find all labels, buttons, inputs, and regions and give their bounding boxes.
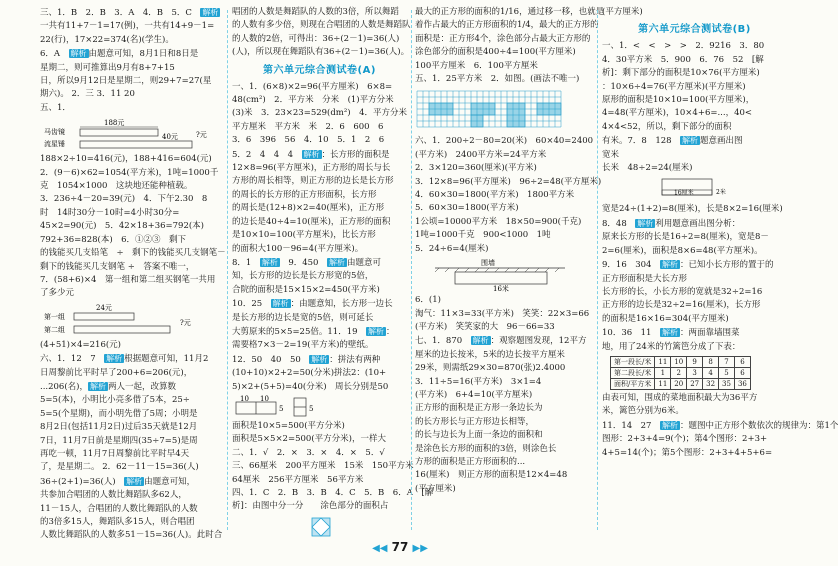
- text-line: (人)，所以现在舞蹈队有36÷(2－1)=36(人)。: [232, 47, 410, 58]
- text-line: 2．(9－6)×62=1054(平方米)，1吨=1000千: [40, 167, 219, 178]
- table-cell: 6: [734, 356, 750, 367]
- fig-label: 40元: [162, 133, 178, 142]
- hint-badge: 解析: [661, 260, 678, 270]
- text-line: 是涂色长方形的面积的3倍，则涂色长: [415, 443, 557, 454]
- text-line: 正方形的边长是32÷2=16(厘米)，长方形: [602, 300, 761, 311]
- text-line: 长方形的长，小长方形的宽就是32÷2=16: [602, 286, 763, 297]
- text-line: 涂色部分的面积是400÷4=100(平方厘米): [415, 47, 576, 58]
- table-cell: 11: [655, 378, 671, 389]
- text-line: 人数比舞蹈队的人数多51－15=36(人)。此时合: [40, 530, 223, 541]
- text-line: 期六)。 2．三 3．11 20: [40, 89, 135, 100]
- text-line: 了多少元: [40, 288, 75, 299]
- text-line: 的长方形长与正方形边长相等，: [415, 416, 535, 427]
- next-arrow-icon: ▶▶: [412, 543, 428, 554]
- text-line: 64厘米 256平方厘米 56平方米: [232, 474, 364, 485]
- text-line: 平方厘米 平方米 米 2．6 600 6: [232, 121, 384, 132]
- text-line: 共参加合唱团的人数比舞蹈队多62人，: [40, 490, 187, 501]
- text-line: (平方米) 笑笑家的大 96－66=33: [415, 321, 555, 332]
- text-line: 11．14 27 解析 ：题图中正方形个数依次的规律为：第1个: [602, 420, 838, 431]
- section-heading-b: 第六单元综合测试卷(B): [638, 24, 751, 36]
- text-line: 的长与边长为上面一条边的面积和: [415, 430, 543, 441]
- figure-grid-drawings: [415, 89, 593, 132]
- text-line: 的3倍多15人，舞蹈队多15人，则合唱团: [40, 517, 195, 527]
- text-line: 米，篱笆分别为6米。: [602, 406, 684, 417]
- text-line: 3．12×8=96(平方厘米) 96÷2=48(平方厘米): [415, 176, 602, 187]
- text-line: 大剪原来的5×5=25倍。11．19 解析 ：: [232, 326, 395, 337]
- text-line: 正方形的面积是正方形一条边长为: [415, 403, 543, 414]
- text-line: 六、1．200÷2－80=20(米) 60×40=2400: [415, 136, 594, 147]
- text-line: (3)米 3．23×23=529(dm²) 4．平方分米: [232, 108, 407, 119]
- hint-badge: 解析: [272, 299, 289, 309]
- column-4: [602, 6, 838, 534]
- fig-label: 16米: [493, 285, 509, 294]
- figure-rectangles: [232, 396, 407, 418]
- text-line: 8．48 解析 利用题意画出图分析：: [602, 218, 741, 229]
- text-line: 10．25 解析 ：由题意知，长方形一边长: [232, 299, 393, 310]
- grid-shape-3: [537, 103, 561, 115]
- text-line: 的面积是16×16=304(平方厘米): [602, 313, 729, 324]
- text-line: 析]：剩下部分的面积是10×76(平方厘米): [602, 68, 760, 79]
- text-line: 宽米: [602, 149, 620, 160]
- table-cell: 第一段长/米: [611, 356, 655, 367]
- text-line: 知，长方形的边长是长方形宽的5倍，: [232, 271, 374, 282]
- text-line: 29米，则需纸29×30=870(张)2.4000: [415, 363, 566, 374]
- text-line: 着作占最大的正方形面积的1/4，最大的正方形的: [415, 20, 599, 31]
- text-line: 时 14时30分－10时=4小时30分=: [40, 207, 180, 218]
- column-1: [40, 6, 226, 541]
- text-line: 星期二，则可推算出9月有8+7+15: [40, 62, 175, 73]
- hint-badge: 解析: [472, 336, 489, 346]
- text-line: 10．36 11 解析 ：两面靠墙围菜: [602, 328, 740, 339]
- fig-label: ?元: [196, 131, 207, 140]
- text-line: 原形的面积是10×10=100(平方厘米)，: [602, 95, 755, 106]
- text-line: 1吨=1000千克 900<1000 1吨: [415, 230, 551, 241]
- figure-bar-diagram-prices: [40, 117, 222, 151]
- text-line: 5=5(个星期)，而小明先借了5周；小明是: [40, 408, 198, 419]
- text-line: 792+36=828(本) 6．①②③ 剩下: [40, 234, 187, 245]
- fig-label: 16厘米: [674, 189, 694, 197]
- text-line: 的面积大100－96=4(平方厘米)。: [232, 243, 364, 254]
- hint-badge: 解析: [70, 49, 87, 59]
- table-cell: 9: [687, 356, 703, 367]
- text-line: 1公顷=10000平方米 18×50=900(千克): [415, 216, 582, 227]
- grid-shape-1: [471, 103, 495, 115]
- text-line: 的周长是(12+8)×2=40(厘米)，正方形: [232, 203, 385, 214]
- text-line: 由表可知，围成的菜地面积最大为36平方: [602, 392, 758, 403]
- text-line: 4=48(平方厘米)，10×4+6=...，40<: [602, 108, 753, 119]
- table-cell: 6: [734, 367, 750, 378]
- section-heading-a: 第六单元综合测试卷(A): [263, 64, 376, 76]
- text-line: 12．50 40 50 解析 ：拼法有两种: [232, 354, 381, 365]
- text-line: 的钱能买几支铅笔 ÷ 剩下的钱能买几支钢笔－: [40, 248, 226, 259]
- text-line: 五、1．25平方米 2．如图。(画法不唯一): [415, 74, 580, 85]
- text-line: 的边长是40÷4=10(厘米)，正方形的面积: [232, 216, 391, 227]
- table-cell: 35: [719, 378, 735, 389]
- fence-table: [610, 356, 751, 390]
- text-line: 淘气：11×3=33(平方米) 笑笑：22×3=66: [415, 308, 590, 319]
- figure-wall-rectangle: [415, 258, 593, 292]
- text-line: 5=5(本)，小明比小亮多借了5本，25÷: [40, 395, 190, 406]
- hint-badge: 解析: [202, 8, 219, 17]
- text-line: 日周黎前比平时早了200+6=206(元)，: [40, 367, 193, 378]
- text-line: 宽是24÷(1+2)=8(厘米)，长是8×2=16(厘米): [602, 204, 783, 215]
- text-line: 正方形面积是大长方形: [602, 273, 688, 284]
- hint-badge: 解析: [311, 354, 328, 364]
- text-line: 48(cm²) 2．平方米 分米 (1)平方分米: [232, 95, 394, 106]
- text-line: 一共有11+7－1=17(例)，一共有14+9－1=: [40, 21, 215, 32]
- text-line: 地，用了24米的竹篱笆分成了下表：: [602, 341, 741, 352]
- table-cell: 第二段长/米: [611, 367, 655, 378]
- text-line: 22(行)，17×22=374(名)(学生)。: [40, 34, 174, 45]
- text-line: 析]：由图中分一分 涂色部分的面积占: [232, 501, 389, 512]
- text-line: 5．60×30=1800(平方米): [415, 203, 519, 214]
- text-line: 合院的面积是15×15×2=450(平方米): [232, 284, 380, 295]
- table-row: [611, 367, 751, 378]
- hint-badge: 解析: [368, 326, 385, 336]
- text-line: 一、1．(6×8)×2=96(平方厘米) 6×8=: [232, 81, 393, 92]
- fig-label: 2米: [716, 189, 726, 197]
- table-cell: 27: [687, 378, 703, 389]
- text-line: 面积是：正方形4个，涂色部分占最大正方形的: [415, 33, 591, 44]
- text-line: 6．A 解析 由题意可知，8月1日和8日是: [40, 49, 199, 60]
- text-line: 6．(1): [415, 295, 441, 306]
- table-cell: 11: [655, 356, 671, 367]
- fig-label: 5: [309, 404, 314, 413]
- table-row: [611, 378, 751, 389]
- text-line: 三、66厘米 200平方厘米 15米 150平方米: [232, 461, 414, 472]
- table-cell: 20: [671, 378, 687, 389]
- text-line: 一、1．< < > > 2．9216 3．80: [602, 41, 765, 52]
- text-line: 8月2日(包括11月2日)过后35天就是12月: [40, 422, 198, 433]
- text-line: 了，是星期二。 2．62－11－15=36(人): [40, 462, 199, 473]
- fig-label: 流星锤: [44, 140, 65, 149]
- fig-label: 马齿镜: [44, 128, 65, 137]
- hint-badge: 解析: [328, 257, 345, 267]
- text-line: 克 1054×1000 这块地还能种植载。: [40, 181, 193, 192]
- grid-shape-2: [507, 103, 525, 127]
- fig-label: 24元: [96, 303, 112, 312]
- text-line: 45×2=90(元) 5．42×18+36=792(本): [40, 221, 204, 232]
- hint-badge: 解析: [661, 328, 678, 338]
- text-line: 的周长的长方形的正方形面积，长方形: [232, 189, 377, 200]
- grid-shape-0: [429, 103, 453, 115]
- table-cell: 面积/平方米: [611, 378, 655, 389]
- text-line: 3．6 396 56 4．10 5．1 2 6: [232, 135, 385, 146]
- text-line: 方形的周长相等，则正方形的边长是长方形: [232, 176, 394, 187]
- page-footer: [0, 540, 800, 554]
- figure-rectangle-16cm: [602, 177, 787, 201]
- text-line: 3．236÷4－20=39(元) 4．下午2.30 8: [40, 194, 208, 205]
- text-line: 2=6(厘米)，面积是8×6=48(平方厘米)。: [602, 245, 763, 256]
- table-cell: 7: [719, 356, 735, 367]
- text-line: 7．(58+6)×4 第一组和第二组买钢笔一共用: [40, 274, 216, 285]
- text-line: (平方米) 2400平方米=24平方米: [415, 149, 547, 160]
- text-line: 再吃一顿，11月7日周黎前比平时早4天: [40, 448, 190, 459]
- text-line: 唱团的人数是舞蹈队的人数的3倍，所以舞蹈: [232, 7, 399, 17]
- text-line: (平方厘米): [602, 7, 643, 17]
- page-number: 77: [391, 540, 409, 554]
- fig-label: 10: [240, 394, 249, 403]
- text-line: 是长方形的边长是宽的5倍，则可延长: [232, 312, 374, 323]
- column-divider: [227, 10, 228, 530]
- hint-badge: 解析: [303, 149, 320, 159]
- text-line: 188×2÷10=416(元)，188+416=604(元): [40, 154, 212, 165]
- text-line: 4×4<52，所以，剩下部分的面积: [602, 121, 732, 132]
- text-line: (平方厘米): [415, 483, 456, 494]
- text-line: (平方米) 6+4=10(平方厘米): [415, 389, 533, 400]
- text-line: 四、1．C 2．B 3．B 4．C 5．B 6．A [解: [232, 488, 434, 498]
- text-line: 4．30平方米 5．900 6．76 52 [解: [602, 54, 764, 65]
- text-line: 三、1．B 2．B 3．A 4．B 5．C 解析: [40, 8, 219, 18]
- text-line: (4+51)×4=216(元): [40, 339, 121, 350]
- column-divider: [597, 10, 598, 530]
- text-line: 16(厘米) 则正方形的面积是12×4=48: [415, 470, 568, 481]
- text-line: 原来长方形的长是16÷2=8(厘米)，宽是8－: [602, 232, 769, 243]
- fig-label: 188元: [104, 119, 125, 128]
- text-line: 二、1．√ 2．× 3．× 4．× 5．√: [232, 447, 385, 458]
- fig-label: 10: [260, 394, 269, 403]
- text-line: 4+5=14(个)；第5个图形：2+3+4+5+6=: [602, 447, 773, 458]
- fig-label: ?元: [180, 318, 191, 327]
- column-3: [415, 6, 605, 534]
- text-line: 剩下的钱能买几支钢笔 ÷ 答案不唯一，: [40, 261, 195, 272]
- text-line: ...206(名)， 解析 两人一起，改算数: [40, 381, 176, 392]
- text-line: 七、1．870 解析 ：观察题图发现，12平方: [415, 336, 587, 347]
- text-line: 的人数的2倍，可得出：36÷(2－1)=36(人): [232, 33, 400, 44]
- text-line: 2．3×120=360(厘米)(平方米): [415, 163, 537, 174]
- table-cell: 8: [703, 356, 719, 367]
- text-line: 最大的正方形的面积的1/16，通过移一移，也就是: [415, 7, 605, 17]
- text-line: 图形：2+3+4=9(个)；第4个图形：2+3+: [602, 434, 768, 445]
- hint-badge: 解析: [126, 476, 143, 486]
- table-row: [611, 356, 751, 367]
- text-line: 面积是10×5=500(平方分米): [232, 420, 345, 431]
- text-line: 8．1 解析 9．450 解析 由题意可: [232, 257, 381, 268]
- table-cell: 32: [703, 378, 719, 389]
- grid-shape-1: [471, 115, 483, 127]
- text-line: 五、1．: [40, 102, 71, 113]
- hint-badge: 解析: [661, 420, 678, 430]
- text-line: (10+10)×2+2=50(分米)拼法2：(10+: [232, 368, 387, 379]
- text-line: 36÷(2+1)=36(人) 解析 由题意可知，: [40, 476, 196, 487]
- text-line: 需要格7×3－2=19(平方米)的壁纸。: [232, 340, 374, 351]
- table-cell: 1: [655, 367, 671, 378]
- hint-badge: 解析: [637, 218, 654, 228]
- prev-arrow-icon: ◀◀: [372, 543, 388, 554]
- text-line: 5．2 4 4 4 解析 ：长方形的面积是: [232, 149, 390, 160]
- hint-badge: 解析: [89, 381, 106, 391]
- table-cell: 3: [687, 367, 703, 378]
- figure-square-diamond: [232, 516, 407, 538]
- text-line: 有米。7．8 128 解析 题意画出图: [602, 136, 743, 147]
- fig-label: 围墙: [481, 259, 495, 268]
- hint-badge: 解析: [106, 354, 123, 364]
- text-line: 5)×2+(5+5)=40(分米) 周长分别是50: [232, 381, 389, 392]
- text-line: 厘米的边长按米，5米的边长按平方厘米: [415, 349, 565, 360]
- text-line: 面积是5×5×2=500(平方分米)，一样大: [232, 434, 386, 445]
- fig-label: 5: [279, 404, 284, 413]
- text-line: 12×8=96(平方厘米)，正方形的周长与长: [232, 163, 391, 174]
- text-line: 日，所以9月12日是星期二，则29+7=27(星: [40, 76, 212, 87]
- text-line: 的人数有多少倍，则现在合唱团的人数是舞蹈队: [232, 20, 411, 31]
- figure-bar-diagram-groups: [40, 303, 222, 337]
- table-cell: 5: [719, 367, 735, 378]
- text-line: 方形的面积是正方形面积的...: [415, 456, 526, 467]
- text-line: ：10×6÷4=76(平方厘米)(平方厘米): [602, 81, 746, 92]
- table-cell: 36: [734, 378, 750, 389]
- text-line: 4．60×30=1800(平方米) 1800平方米: [415, 190, 575, 201]
- text-line: 是10×10=100(平方厘米)，比长方形: [232, 230, 376, 241]
- text-line: 11－15人，合唱团的人数比舞蹈队的人数: [40, 503, 198, 514]
- hint-badge: 解析: [682, 136, 699, 146]
- text-line: 9．16 304 解析 ：已知小长方形的置于的: [602, 260, 774, 271]
- text-line: 六、1．12 7 解析 根据题意可知，11月2: [40, 354, 209, 365]
- text-line: 100平方厘米 6．100平方厘米: [415, 60, 538, 71]
- fig-label: 第一组: [44, 312, 65, 321]
- column-divider: [411, 10, 412, 530]
- table-cell: 10: [671, 356, 687, 367]
- text-line: 7日，11月7日前是星期四(35÷7=5)是周: [40, 435, 198, 446]
- text-line: 长米 48÷2=24(厘米): [602, 163, 693, 174]
- table-cell: 2: [671, 367, 687, 378]
- table-cell: 4: [703, 367, 719, 378]
- text-line: 5．24÷6=4(厘米): [415, 243, 489, 254]
- text-line: 3．11÷5=16(平方米) 3×1=4: [415, 376, 542, 387]
- hint-badge: 解析: [261, 257, 278, 267]
- fig-label: 第二组: [44, 325, 65, 334]
